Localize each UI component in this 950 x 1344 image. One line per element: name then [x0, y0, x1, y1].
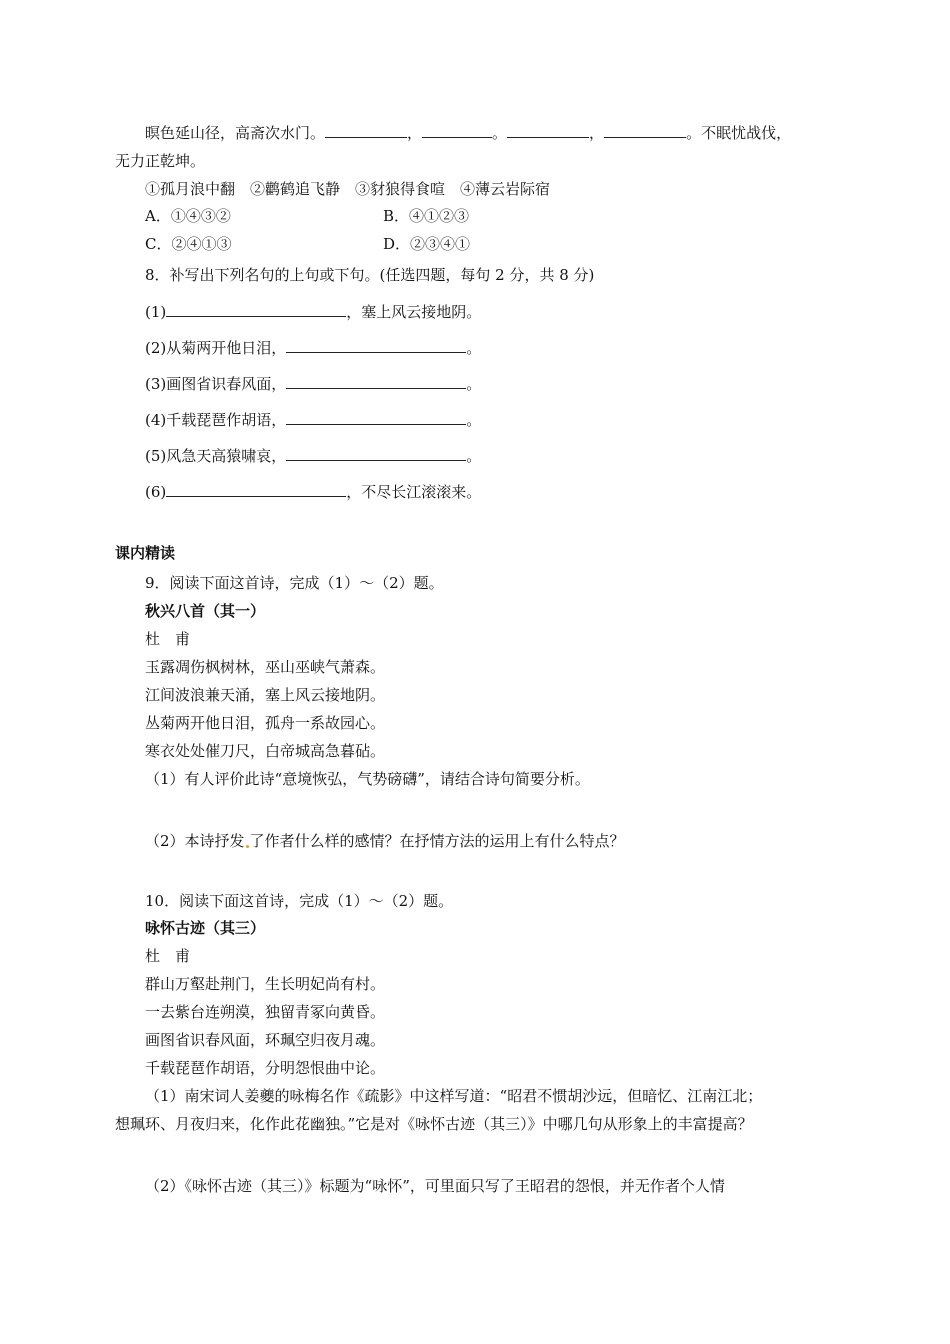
q9-poem-line: 丛菊两开他日泪，孤舟一系故园心。	[145, 714, 386, 732]
answer-blank[interactable]	[166, 302, 346, 317]
item-number: (6)	[145, 483, 167, 501]
q9-poem-title: 秋兴八首（其一）	[145, 602, 266, 620]
q9-subquestion-1: （1）有人评价此诗“意境恢弘，气势磅礴”，请结合诗句简要分析。	[145, 770, 590, 788]
item-number: (1)	[145, 303, 167, 321]
answer-blank[interactable]	[422, 123, 492, 138]
q7-text: 。不眠忧战伐，	[686, 124, 792, 142]
q7-sep: ，	[407, 124, 423, 142]
q9-poem-line: 寒衣处处催刀尺，白帝城高急暮砧。	[145, 742, 386, 760]
item-text: 。	[466, 375, 482, 393]
q10-poem-line: 千载琵琶作胡语，分明怨恨曲中论。	[145, 1059, 386, 1077]
q10-poem-title: 咏怀古迹（其三）	[145, 919, 266, 937]
q9-title: 9．阅读下面这首诗，完成（1）～（2）题。	[145, 574, 444, 592]
answer-blank[interactable]	[507, 123, 589, 138]
section-heading: 课内精读	[115, 544, 176, 562]
answer-blank[interactable]	[286, 338, 466, 353]
q7-sep: 。	[492, 124, 508, 142]
item-text: 。	[466, 447, 482, 465]
item-text: ，塞上风云接地阴。	[346, 303, 482, 321]
q8-item-3	[145, 374, 481, 394]
answer-blank[interactable]	[325, 123, 407, 138]
item-text: 风急天高猿啸哀，	[166, 447, 287, 465]
q8-title: 8．补写出下列名句的上句或下句。(任选四题，每句 2 分，共 8 分)	[145, 266, 595, 284]
q8-item-6	[145, 482, 481, 502]
item-text: ，不尽长江滚滚来。	[346, 483, 482, 501]
q7-option-c[interactable]: C．②④①③	[145, 235, 232, 253]
q10-subquestion-1: （1）南宋词人姜夔的咏梅名作《疏影》中这样写道：“昭君不惯胡沙远，但暗忆、江南江北；	[145, 1087, 763, 1105]
item-text: 千载琵琶作胡语，	[166, 411, 287, 429]
q10-poem-line: 群山万壑赴荆门，生长明妃尚有村。	[145, 975, 386, 993]
item-text: 从菊两开他日泪，	[166, 339, 287, 357]
item-text: 。	[466, 411, 482, 429]
q9-poem-line: 玉露凋伤枫树林，巫山巫峡气萧森。	[145, 658, 386, 676]
q10-poem-line: 画图省识春风面，环珮空归夜月魂。	[145, 1031, 386, 1049]
item-number: (3)	[145, 375, 167, 393]
q9-sub2-text: （2）本诗抒发	[145, 832, 245, 850]
item-text: 画图省识春风面，	[166, 375, 287, 393]
q9-subquestion-2	[145, 831, 625, 851]
q8-item-4	[145, 410, 481, 430]
q7-choices: ①孤月浪中翻 ②鹳鹤追飞静 ③豺狼得食喧 ④薄云岩际宿	[145, 180, 551, 198]
item-number: (4)	[145, 411, 167, 429]
q10-author: 杜 甫	[145, 947, 191, 965]
answer-blank[interactable]	[604, 123, 686, 138]
q7-line-2: 无力正乾坤。	[115, 152, 206, 170]
q10-subquestion-2: （2）《咏怀古迹（其三）》标题为“咏怀”，可里面只写了王昭君的怨恨，并无作者个人情	[145, 1177, 725, 1195]
q9-author: 杜 甫	[145, 630, 191, 648]
q8-item-1	[145, 302, 481, 322]
answer-blank[interactable]	[286, 374, 466, 389]
q7-text: 暝色延山径，高斋次水门。	[145, 124, 326, 142]
answer-blank[interactable]	[166, 482, 346, 497]
q10-poem-line: 一去紫台连朔漠，独留青冢向黄昏。	[145, 1003, 386, 1021]
q10-subquestion-1-cont: 想珮环、月夜归来，化作此花幽独。”它是对《咏怀古迹（其三）》中哪几句从形象上的丰富提高？	[115, 1115, 753, 1133]
q7-option-b[interactable]: B．④①②③	[383, 207, 470, 225]
q9-sub2-text: 了作者什么样的感情？在抒情方法的运用上有什么特点？	[249, 832, 625, 850]
q7-option-d[interactable]: D．②③④①	[383, 235, 471, 253]
item-number: (2)	[145, 339, 167, 357]
q7-option-a[interactable]: A．①④③②	[145, 207, 231, 225]
q8-item-2	[145, 338, 481, 358]
item-number: (5)	[145, 447, 167, 465]
q8-item-5	[145, 446, 481, 466]
q10-title: 10．阅读下面这首诗，完成（1）～（2）题。	[145, 892, 454, 910]
answer-blank[interactable]	[286, 446, 466, 461]
q7-line-1	[145, 123, 791, 143]
answer-blank[interactable]	[286, 410, 466, 425]
q7-sep: ，	[589, 124, 605, 142]
ink-dot-icon	[246, 845, 249, 848]
item-text: 。	[466, 339, 482, 357]
q9-poem-line: 江间波浪兼天涌，塞上风云接地阴。	[145, 686, 386, 704]
